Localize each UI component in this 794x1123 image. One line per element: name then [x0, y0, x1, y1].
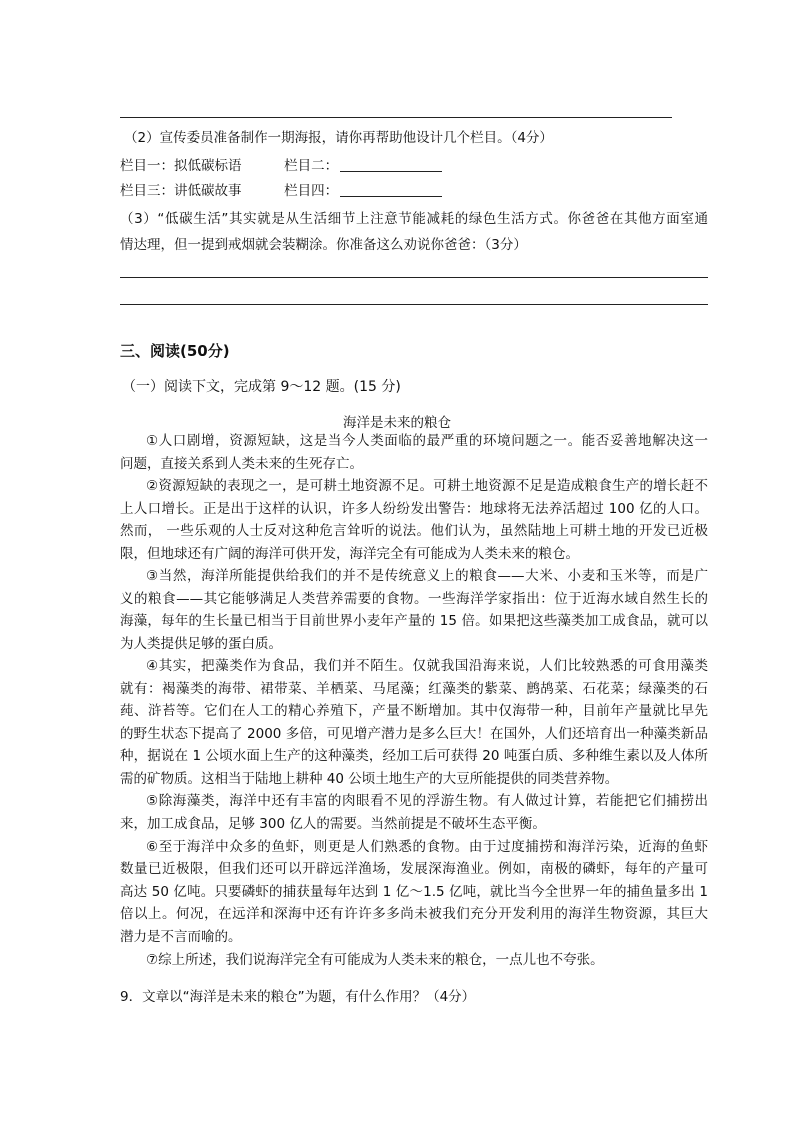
article-line: 就有：褐藻类的海带、裙带菜、羊栖菜、马尾藻；红藻类的紫菜、鹧鸪菜、石花菜；绿藻类的石	[120, 681, 708, 697]
column-row-1	[120, 156, 442, 176]
article-line: 种，据说在 1 公顷水面上生产的这种藻类，经加工后可获得 20 吨蛋白质、多种维生素以及人体所	[120, 748, 708, 764]
column-4-blank[interactable]	[340, 182, 442, 197]
article-line: ⑦综上所述，我们说海洋完全有可能成为人类未来的粮仓，一点儿也不夸张。	[146, 952, 604, 968]
answer-line-top	[120, 117, 672, 118]
column-4-label: 栏目四：	[284, 183, 339, 199]
article-line: 高达 50 亿吨。只要磷虾的捕获量每年达到 1 亿～1.5 亿吨，就比当今全世界一年的捕鱼量多出 1	[120, 884, 708, 900]
article-line: 为人类提供足够的蛋白质。	[120, 636, 282, 652]
article-line: ①人口剧增，资源短缺，这是当今人类面临的最严重的环境问题之一。能否妥善地解决这一	[146, 433, 708, 449]
article-line: 潜力是不言而喻的。	[120, 929, 242, 945]
subsection-heading: （一）阅读下文，完成第 9～12 题。(15 分)	[122, 379, 401, 395]
article-line: ④其实，把藻类作为食品，我们并不陌生。仅就我国沿海来说，人们比较熟悉的可食用藻类	[146, 658, 708, 674]
article-line: 需的矿物质。这相当于陆地上耕种 40 公顷土地生产的大豆所能提供的同类营养物。	[120, 771, 619, 787]
article-line: ⑤除海藻类，海洋中还有丰富的肉眼看不见的浮游生物。有人做过计算，若能把它们捕捞出	[146, 793, 708, 809]
article-line: 数量已近极限，但我们还可以开辟远洋渔场，发展深海渔业。例如，南极的磷虾，每年的产量可	[120, 861, 708, 877]
article-line: 上人口增长。正是出于这样的认识，许多人纷纷发出警告：地球将无法养活超过 100 亿的人口。	[120, 501, 708, 517]
question-2: （2）宣传委员准备制作一期海报，请你再帮助他设计几个栏目。（4分）	[124, 130, 553, 146]
answer-line-2[interactable]	[120, 304, 708, 305]
article-line: 然而， 一些乐观的人士反对这种危言耸听的说法。他们认为，虽然陆地上可耕土地的开发已近极	[120, 523, 708, 539]
article-line: 莼、浒苔等。它们在人工的精心养殖下，产量不断增加。其中仅海带一种，目前年产量就比早先	[120, 703, 708, 719]
article-line: 问题，直接关系到人类未来的生死存亡。	[120, 456, 363, 472]
article-line: 海藻，每年的生长量已相当于目前世界小麦年产量的 15 倍。如果把这些藻类加工成食品，就可以	[120, 613, 708, 629]
section-heading: 三、阅读(50分)	[120, 342, 230, 360]
article-line: ②资源短缺的表现之一，是可耕土地资源不足。可耕土地资源不足是造成粮食生产的增长赶不	[146, 478, 708, 494]
article-title: 海洋是未来的粮仓	[343, 415, 451, 431]
column-2-blank[interactable]	[340, 157, 442, 172]
article-line: ⑥至于海洋中众多的鱼虾，则更是人们熟悉的食物。由于过度捕捞和海洋污染，近海的鱼虾	[146, 839, 708, 855]
article-line: 义的粮食——其它能够满足人类营养需要的食物。一些海洋学家指出：位于近海水域自然生长的	[120, 591, 708, 607]
answer-line-1[interactable]	[120, 277, 708, 278]
column-3-label: 栏目三：讲低碳故事	[120, 183, 242, 199]
column-1-label: 栏目一：拟低碳标语	[120, 158, 242, 174]
question-3-line-1: （3）“低碳生活”其实就是从生活细节上注意节能减耗的绿色生活方式。你爸爸在其他方面室通	[120, 211, 708, 227]
article-line: 倍以上。何况，在远洋和深海中还有许许多多尚未被我们充分开发利用的海洋生物资源，其巨大	[120, 906, 708, 922]
article-line: 的野生状态下提高了 2000 多倍，可见增产潜力是多么巨大！在国外，人们还培育出一种藻类新品	[120, 726, 708, 742]
column-row-2	[120, 181, 442, 201]
article-line: 限，但地球还有广阔的海洋可供开发，海洋完全有可能成为人类未来的粮仓。	[120, 546, 579, 562]
question-3-line-2: 情达理，但一提到戒烟就会装糊涂。你准备这么劝说你爸爸：（3分）	[120, 237, 527, 253]
article-line: 来，加工成食品，足够 300 亿人的需要。当然前提是不破坏生态平衡。	[120, 816, 546, 832]
question-9: 9．文章以“海洋是未来的粮仓”为题，有什么作用？（4分）	[120, 989, 476, 1005]
column-2-label: 栏目二：	[284, 158, 339, 174]
article-line: ③当然，海洋所能提供给我们的并不是传统意义上的粮食——大米、小麦和玉米等，而是广	[146, 568, 708, 584]
